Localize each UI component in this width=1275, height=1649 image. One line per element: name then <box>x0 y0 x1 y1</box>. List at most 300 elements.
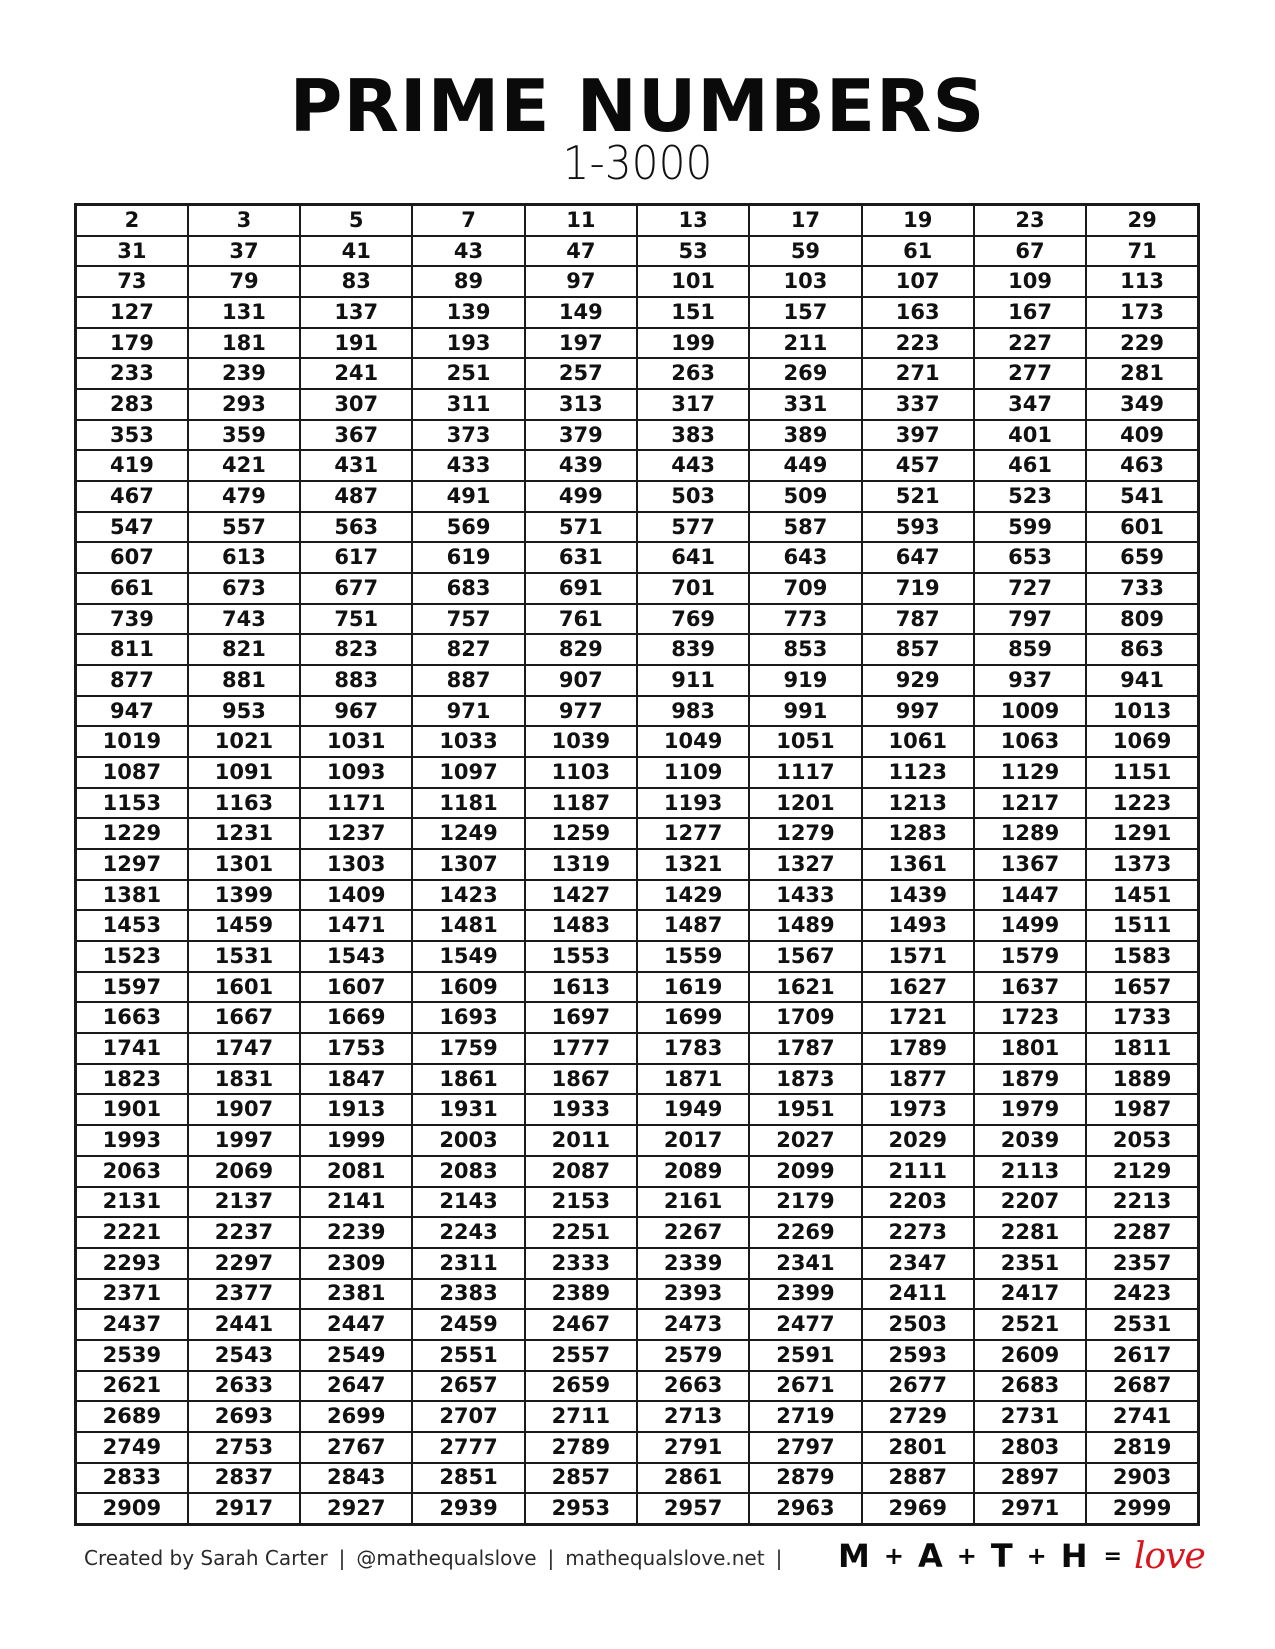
prime-cell: 367 <box>300 420 412 451</box>
prime-cell: 2377 <box>188 1279 300 1310</box>
prime-cell: 2111 <box>862 1156 974 1187</box>
prime-cell: 991 <box>749 696 861 727</box>
prime-cell: 613 <box>188 542 300 573</box>
prime-cell: 137 <box>300 297 412 328</box>
prime-cell: 2137 <box>188 1187 300 1218</box>
prime-cell: 2131 <box>76 1187 188 1218</box>
prime-cell: 953 <box>188 696 300 727</box>
prime-cell: 223 <box>862 328 974 359</box>
prime-cell: 1567 <box>749 941 861 972</box>
prime-cell: 2791 <box>637 1432 749 1463</box>
prime-cell: 2557 <box>525 1340 637 1371</box>
prime-cell: 619 <box>412 542 524 573</box>
logo-letter-h: H <box>1060 1537 1088 1575</box>
prime-cell: 907 <box>525 665 637 696</box>
prime-cell: 859 <box>974 634 1086 665</box>
prime-cell: 653 <box>974 542 1086 573</box>
prime-cell: 1789 <box>862 1033 974 1064</box>
prime-cell: 1933 <box>525 1094 637 1125</box>
prime-cell: 239 <box>188 358 300 389</box>
prime-cell: 1997 <box>188 1125 300 1156</box>
prime-cell: 1583 <box>1086 941 1198 972</box>
prime-cell: 983 <box>637 696 749 727</box>
prime-cell: 163 <box>862 297 974 328</box>
prime-cell: 1129 <box>974 757 1086 788</box>
logo-letter-a: A <box>917 1537 943 1575</box>
prime-cell: 2749 <box>76 1432 188 1463</box>
prime-cell: 457 <box>862 450 974 481</box>
prime-cell: 1867 <box>525 1064 637 1095</box>
prime-cell: 2531 <box>1086 1309 1198 1340</box>
plus-icon: + <box>956 1542 977 1570</box>
prime-cell: 499 <box>525 481 637 512</box>
prime-cell: 2357 <box>1086 1248 1198 1279</box>
prime-cell: 1693 <box>412 1002 524 1033</box>
prime-cell: 1831 <box>188 1064 300 1095</box>
prime-cell: 937 <box>974 665 1086 696</box>
prime-cell: 71 <box>1086 236 1198 267</box>
prime-cell: 53 <box>637 236 749 267</box>
prime-cell: 877 <box>76 665 188 696</box>
prime-cell: 2441 <box>188 1309 300 1340</box>
prime-cell: 761 <box>525 604 637 635</box>
logo-letter-m: M <box>838 1537 870 1575</box>
prime-cell: 1091 <box>188 757 300 788</box>
prime-cell: 313 <box>525 389 637 420</box>
table-row <box>76 1401 1199 1432</box>
prime-cell: 1459 <box>188 910 300 941</box>
prime-cell: 2293 <box>76 1248 188 1279</box>
table-row <box>76 358 1199 389</box>
prime-cell: 1493 <box>862 910 974 941</box>
prime-cell: 2129 <box>1086 1156 1198 1187</box>
prime-cell: 1951 <box>749 1094 861 1125</box>
prime-cell: 641 <box>637 542 749 573</box>
prime-cell: 2027 <box>749 1125 861 1156</box>
prime-cell: 2917 <box>188 1493 300 1524</box>
table-row <box>76 1279 1199 1310</box>
prime-cell: 2341 <box>749 1248 861 1279</box>
prime-cell: 487 <box>300 481 412 512</box>
prime-cell: 37 <box>188 236 300 267</box>
prime-cell: 709 <box>749 573 861 604</box>
prime-cell: 857 <box>862 634 974 665</box>
prime-cell: 733 <box>1086 573 1198 604</box>
prime-cell: 1061 <box>862 726 974 757</box>
prime-cell: 2801 <box>862 1432 974 1463</box>
prime-cell: 2539 <box>76 1340 188 1371</box>
prime-cell: 5 <box>300 205 412 236</box>
prime-cell: 2213 <box>1086 1187 1198 1218</box>
prime-cell: 353 <box>76 420 188 451</box>
prime-cell: 1069 <box>1086 726 1198 757</box>
prime-cell: 541 <box>1086 481 1198 512</box>
prime-cell: 2521 <box>974 1309 1086 1340</box>
prime-cell: 829 <box>525 634 637 665</box>
prime-cell: 2647 <box>300 1371 412 1402</box>
prime-cell: 2789 <box>525 1432 637 1463</box>
prime-cell: 977 <box>525 696 637 727</box>
prime-cell: 827 <box>412 634 524 665</box>
prime-cell: 19 <box>862 205 974 236</box>
prime-cell: 1907 <box>188 1094 300 1125</box>
prime-cell: 1289 <box>974 818 1086 849</box>
equals-icon: = <box>1103 1543 1122 1569</box>
prime-cell: 2683 <box>974 1371 1086 1402</box>
prime-cell: 2423 <box>1086 1279 1198 1310</box>
prime-cell: 149 <box>525 297 637 328</box>
prime-cell: 631 <box>525 542 637 573</box>
prime-cell: 1709 <box>749 1002 861 1033</box>
table-row <box>76 941 1199 972</box>
prime-cell: 1327 <box>749 849 861 880</box>
prime-cell: 997 <box>862 696 974 727</box>
prime-cell: 233 <box>76 358 188 389</box>
prime-cell: 2347 <box>862 1248 974 1279</box>
prime-cell: 911 <box>637 665 749 696</box>
prime-cell: 1021 <box>188 726 300 757</box>
prime-cell: 2339 <box>637 1248 749 1279</box>
prime-cell: 811 <box>76 634 188 665</box>
prime-cell: 1499 <box>974 910 1086 941</box>
prime-cell: 1171 <box>300 788 412 819</box>
prime-cell: 151 <box>637 297 749 328</box>
prime-cell: 647 <box>862 542 974 573</box>
prime-cell: 2729 <box>862 1401 974 1432</box>
table-row <box>76 1340 1199 1371</box>
prime-cell: 23 <box>974 205 1086 236</box>
prime-cell: 2621 <box>76 1371 188 1402</box>
prime-cell: 79 <box>188 266 300 297</box>
prime-cell: 1051 <box>749 726 861 757</box>
prime-cell: 1451 <box>1086 880 1198 911</box>
prime-cell: 1439 <box>862 880 974 911</box>
logo-letter-t: T <box>990 1537 1013 1575</box>
prime-cell: 2927 <box>300 1493 412 1524</box>
prime-cell: 673 <box>188 573 300 604</box>
table-row <box>76 726 1199 757</box>
prime-cell: 2833 <box>76 1463 188 1494</box>
prime-cell: 1949 <box>637 1094 749 1125</box>
prime-cell: 887 <box>412 665 524 696</box>
prime-cell: 1489 <box>749 910 861 941</box>
table-row <box>76 1248 1199 1279</box>
prime-cell: 311 <box>412 389 524 420</box>
prime-cell: 1453 <box>76 910 188 941</box>
table-row <box>76 328 1199 359</box>
prime-cell: 1879 <box>974 1064 1086 1095</box>
prime-cell: 1913 <box>300 1094 412 1125</box>
prime-cell: 1783 <box>637 1033 749 1064</box>
prime-cell: 1873 <box>749 1064 861 1095</box>
prime-cell: 397 <box>862 420 974 451</box>
prime-cell: 41 <box>300 236 412 267</box>
prime-cell: 1373 <box>1086 849 1198 880</box>
prime-cell: 839 <box>637 634 749 665</box>
table-row <box>76 1432 1199 1463</box>
prime-cell: 727 <box>974 573 1086 604</box>
prime-cell: 433 <box>412 450 524 481</box>
prime-cell: 1847 <box>300 1064 412 1095</box>
prime-cell: 103 <box>749 266 861 297</box>
prime-cell: 1523 <box>76 941 188 972</box>
prime-cell: 821 <box>188 634 300 665</box>
prime-cell: 2153 <box>525 1187 637 1218</box>
prime-cell: 1033 <box>412 726 524 757</box>
prime-cell: 769 <box>637 604 749 635</box>
prime-cell: 2207 <box>974 1187 1086 1218</box>
prime-cell: 1109 <box>637 757 749 788</box>
prime-cell: 131 <box>188 297 300 328</box>
prime-cell: 1259 <box>525 818 637 849</box>
prime-cell: 1049 <box>637 726 749 757</box>
prime-cell: 1889 <box>1086 1064 1198 1095</box>
prime-cell: 1741 <box>76 1033 188 1064</box>
table-row <box>76 1309 1199 1340</box>
prime-cell: 2861 <box>637 1463 749 1494</box>
prime-cell: 2081 <box>300 1156 412 1187</box>
prime-cell: 2383 <box>412 1279 524 1310</box>
prime-cell: 2087 <box>525 1156 637 1187</box>
prime-cell: 2687 <box>1086 1371 1198 1402</box>
prime-cell: 2609 <box>974 1340 1086 1371</box>
prime-cell: 1637 <box>974 972 1086 1003</box>
prime-cell: 883 <box>300 665 412 696</box>
prime-cell: 719 <box>862 573 974 604</box>
prime-cell: 1721 <box>862 1002 974 1033</box>
prime-cell: 509 <box>749 481 861 512</box>
prime-cell: 1249 <box>412 818 524 849</box>
prime-cell: 2777 <box>412 1432 524 1463</box>
prime-cell: 661 <box>76 573 188 604</box>
math-equals-love-logo <box>838 1536 1205 1576</box>
prime-cell: 1627 <box>862 972 974 1003</box>
prime-numbers-table <box>74 203 1200 1526</box>
prime-cell: 349 <box>1086 389 1198 420</box>
prime-cell: 1571 <box>862 941 974 972</box>
prime-cell: 2393 <box>637 1279 749 1310</box>
prime-cell: 2707 <box>412 1401 524 1432</box>
prime-cell: 1597 <box>76 972 188 1003</box>
table-row <box>76 972 1199 1003</box>
prime-cell: 2311 <box>412 1248 524 1279</box>
prime-cell: 2309 <box>300 1248 412 1279</box>
prime-cell: 2039 <box>974 1125 1086 1156</box>
prime-cell: 449 <box>749 450 861 481</box>
prime-cell: 1663 <box>76 1002 188 1033</box>
prime-cell: 337 <box>862 389 974 420</box>
prime-cell: 571 <box>525 512 637 543</box>
prime-cell: 617 <box>300 542 412 573</box>
prime-cell: 2333 <box>525 1248 637 1279</box>
prime-cell: 1543 <box>300 941 412 972</box>
prime-cell: 2939 <box>412 1493 524 1524</box>
separator: | <box>547 1546 555 1570</box>
prime-cell: 2857 <box>525 1463 637 1494</box>
social-handle: @mathequalslove <box>356 1546 537 1570</box>
prime-cell: 2741 <box>1086 1401 1198 1432</box>
table-row <box>76 910 1199 941</box>
prime-cell: 2731 <box>974 1401 1086 1432</box>
prime-cell: 773 <box>749 604 861 635</box>
prime-cell: 1601 <box>188 972 300 1003</box>
prime-cell: 2713 <box>637 1401 749 1432</box>
prime-cell: 1409 <box>300 880 412 911</box>
prime-cell: 1319 <box>525 849 637 880</box>
prime-cell: 2161 <box>637 1187 749 1218</box>
prime-cell: 2221 <box>76 1217 188 1248</box>
prime-cell: 1303 <box>300 849 412 880</box>
prime-cell: 1511 <box>1086 910 1198 941</box>
prime-cell: 2969 <box>862 1493 974 1524</box>
prime-cell: 59 <box>749 236 861 267</box>
prime-cell: 97 <box>525 266 637 297</box>
prime-cell: 2011 <box>525 1125 637 1156</box>
prime-cell: 1279 <box>749 818 861 849</box>
table-row <box>76 818 1199 849</box>
prime-cell: 263 <box>637 358 749 389</box>
prime-cell: 757 <box>412 604 524 635</box>
prime-cell: 1579 <box>974 941 1086 972</box>
prime-cell: 317 <box>637 389 749 420</box>
prime-cell: 331 <box>749 389 861 420</box>
prime-cell: 389 <box>749 420 861 451</box>
prime-cell: 1217 <box>974 788 1086 819</box>
prime-cell: 1559 <box>637 941 749 972</box>
table-row <box>76 205 1199 236</box>
table-row <box>76 512 1199 543</box>
plus-icon: + <box>883 1542 904 1570</box>
prime-cell: 557 <box>188 512 300 543</box>
prime-cell: 947 <box>76 696 188 727</box>
prime-cell: 1621 <box>749 972 861 1003</box>
prime-cell: 2239 <box>300 1217 412 1248</box>
prime-cell: 1031 <box>300 726 412 757</box>
prime-cell: 347 <box>974 389 1086 420</box>
prime-cell: 1381 <box>76 880 188 911</box>
prime-cell: 127 <box>76 297 188 328</box>
prime-cell: 853 <box>749 634 861 665</box>
prime-cell: 167 <box>974 297 1086 328</box>
prime-cell: 1871 <box>637 1064 749 1095</box>
prime-cell: 2477 <box>749 1309 861 1340</box>
prime-cell: 2113 <box>974 1156 1086 1187</box>
prime-cell: 2803 <box>974 1432 1086 1463</box>
prime-numbers-table-body <box>76 205 1199 1525</box>
prime-cell: 1901 <box>76 1094 188 1125</box>
prime-cell: 1087 <box>76 757 188 788</box>
prime-cell: 1447 <box>974 880 1086 911</box>
prime-cell: 2243 <box>412 1217 524 1248</box>
prime-cell: 1487 <box>637 910 749 941</box>
table-row <box>76 604 1199 635</box>
separator: | <box>338 1546 346 1570</box>
prime-cell: 2297 <box>188 1248 300 1279</box>
prime-cell: 383 <box>637 420 749 451</box>
prime-cell: 431 <box>300 450 412 481</box>
prime-cell: 1277 <box>637 818 749 849</box>
prime-cell: 1321 <box>637 849 749 880</box>
prime-cell: 2797 <box>749 1432 861 1463</box>
table-row <box>76 1033 1199 1064</box>
prime-cell: 2971 <box>974 1493 1086 1524</box>
prime-cell: 967 <box>300 696 412 727</box>
prime-cell: 2689 <box>76 1401 188 1432</box>
website-link[interactable]: mathequalslove.net <box>565 1546 765 1570</box>
prime-cell: 271 <box>862 358 974 389</box>
prime-cell: 683 <box>412 573 524 604</box>
prime-cell: 2591 <box>749 1340 861 1371</box>
prime-cell: 919 <box>749 665 861 696</box>
prime-cell: 1367 <box>974 849 1086 880</box>
prime-cell: 2903 <box>1086 1463 1198 1494</box>
prime-cell: 1433 <box>749 880 861 911</box>
prime-cell: 2281 <box>974 1217 1086 1248</box>
prime-cell: 461 <box>974 450 1086 481</box>
prime-cell: 251 <box>412 358 524 389</box>
prime-cell: 677 <box>300 573 412 604</box>
prime-cell: 1811 <box>1086 1033 1198 1064</box>
prime-cell: 751 <box>300 604 412 635</box>
prime-cell: 1613 <box>525 972 637 1003</box>
table-row <box>76 1094 1199 1125</box>
prime-cell: 577 <box>637 512 749 543</box>
prime-cell: 2389 <box>525 1279 637 1310</box>
prime-cell: 31 <box>76 236 188 267</box>
prime-cell: 599 <box>974 512 1086 543</box>
table-row <box>76 696 1199 727</box>
prime-cell: 3 <box>188 205 300 236</box>
prime-cell: 2909 <box>76 1493 188 1524</box>
table-row <box>76 1217 1199 1248</box>
prime-cell: 463 <box>1086 450 1198 481</box>
prime-cell: 401 <box>974 420 1086 451</box>
prime-cell: 2579 <box>637 1340 749 1371</box>
prime-cell: 2237 <box>188 1217 300 1248</box>
table-row <box>76 573 1199 604</box>
prime-cell: 1117 <box>749 757 861 788</box>
prime-cell: 2851 <box>412 1463 524 1494</box>
prime-cell: 1237 <box>300 818 412 849</box>
prime-cell: 43 <box>412 236 524 267</box>
prime-cell: 1823 <box>76 1064 188 1095</box>
prime-cell: 1193 <box>637 788 749 819</box>
prime-cell: 139 <box>412 297 524 328</box>
prime-cell: 1987 <box>1086 1094 1198 1125</box>
prime-cell: 1699 <box>637 1002 749 1033</box>
table-row <box>76 1125 1199 1156</box>
prime-cell: 1283 <box>862 818 974 849</box>
prime-cell: 1153 <box>76 788 188 819</box>
prime-cell: 587 <box>749 512 861 543</box>
prime-cell: 2083 <box>412 1156 524 1187</box>
table-row <box>76 1463 1199 1494</box>
prime-cell: 691 <box>525 573 637 604</box>
prime-cell: 809 <box>1086 604 1198 635</box>
prime-cell: 2417 <box>974 1279 1086 1310</box>
prime-cell: 523 <box>974 481 1086 512</box>
table-row <box>76 1156 1199 1187</box>
prime-cell: 1801 <box>974 1033 1086 1064</box>
table-row <box>76 236 1199 267</box>
table-row <box>76 450 1199 481</box>
prime-cell: 113 <box>1086 266 1198 297</box>
prime-cell: 1013 <box>1086 696 1198 727</box>
prime-cell: 2143 <box>412 1187 524 1218</box>
table-row <box>76 788 1199 819</box>
prime-cell: 797 <box>974 604 1086 635</box>
prime-cell: 2251 <box>525 1217 637 1248</box>
